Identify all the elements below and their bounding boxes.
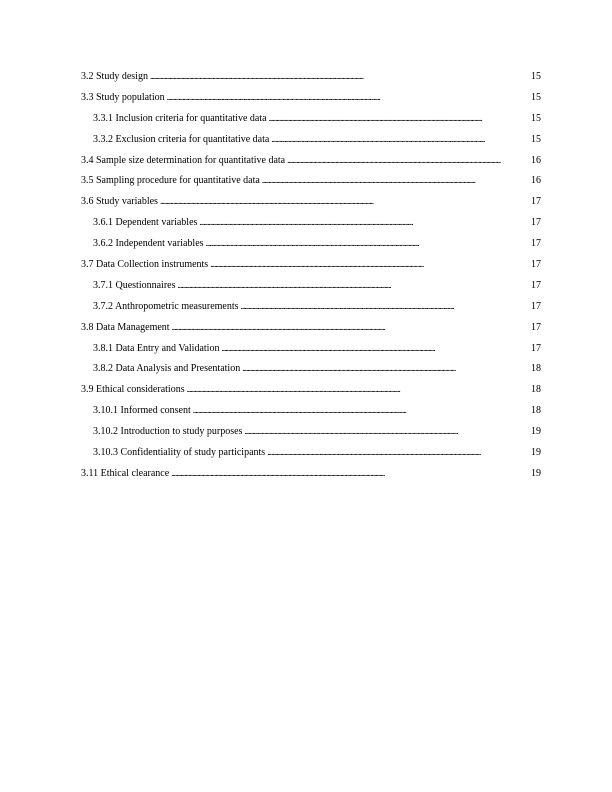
toc-entry-title: 3.4 Sample size determination for quantitative data <box>81 154 286 166</box>
toc-entry-page: 16 <box>531 175 541 187</box>
toc-entry[interactable] <box>81 300 541 321</box>
toc-entry[interactable] <box>81 70 541 91</box>
toc-entry[interactable] <box>81 195 541 216</box>
toc-entry-page: 17 <box>531 238 541 250</box>
toc-dot-leader <box>187 383 526 396</box>
toc-entry[interactable] <box>81 342 541 363</box>
toc-dot-leader <box>193 404 526 417</box>
toc-entry-title: 3.10.1 Informed consent <box>93 405 191 417</box>
toc-entry-title: 3.5 Sampling procedure for quantitative data <box>81 175 260 187</box>
toc-dot-leader <box>271 133 526 146</box>
table-of-contents <box>81 70 541 488</box>
toc-entry-title: 3.3.1 Inclusion criteria for quantitative data <box>93 112 267 124</box>
toc-entry-title: 3.7.1 Questionnaires <box>93 279 176 291</box>
toc-dot-leader <box>269 112 526 125</box>
toc-entry-page: 17 <box>531 217 541 229</box>
toc-entry[interactable] <box>81 216 541 237</box>
toc-entry[interactable] <box>81 321 541 342</box>
toc-dot-leader <box>244 425 526 438</box>
toc-entry[interactable] <box>81 91 541 112</box>
toc-entry[interactable] <box>81 133 541 154</box>
toc-entry-title: 3.3.2 Exclusion criteria for quantitative data <box>93 133 270 145</box>
toc-dot-leader <box>178 279 527 292</box>
toc-entry[interactable] <box>81 383 541 404</box>
toc-entry-page: 17 <box>531 342 541 354</box>
toc-entry-title: 3.8.1 Data Entry and Validation <box>93 342 220 354</box>
toc-entry-title: 3.6.2 Independent variables <box>93 238 204 250</box>
toc-entry-title: 3.8.2 Data Analysis and Presentation <box>93 363 241 375</box>
toc-entry[interactable] <box>81 446 541 467</box>
toc-entry-title: 3.2 Study design <box>81 71 148 82</box>
toc-entry-title: 3.10.2 Introduction to study purposes <box>93 426 243 438</box>
toc-entry-title: 3.11 Ethical clearance <box>81 467 170 479</box>
toc-entry-page: 18 <box>531 363 541 375</box>
toc-entry[interactable] <box>81 425 541 446</box>
toc-dot-leader <box>287 154 526 167</box>
toc-dot-leader <box>150 70 526 83</box>
toc-dot-leader <box>171 467 526 480</box>
toc-entry[interactable] <box>81 237 541 258</box>
toc-entry-page: 17 <box>531 279 541 291</box>
toc-dot-leader <box>172 321 526 334</box>
toc-entry-title: 3.7.2 Anthropometric measurements <box>93 300 239 312</box>
toc-entry[interactable] <box>81 404 541 425</box>
toc-entry-title: 3.7 Data Collection instruments <box>81 259 209 271</box>
toc-entry-title: 3.10.3 Confidentiality of study participants <box>93 447 266 459</box>
toc-entry[interactable] <box>81 174 541 195</box>
toc-entry-page: 15 <box>531 71 541 82</box>
toc-entry-page: 18 <box>531 405 541 417</box>
toc-dot-leader <box>267 446 526 459</box>
toc-dot-leader <box>221 342 526 355</box>
toc-dot-leader <box>160 195 526 208</box>
toc-dot-leader <box>199 216 526 229</box>
toc-entry-page: 19 <box>531 467 541 479</box>
toc-entry-title: 3.6.1 Dependent variables <box>93 217 198 229</box>
toc-entry[interactable] <box>81 112 541 133</box>
toc-entry-title: 3.9 Ethical considerations <box>81 384 185 396</box>
toc-entry-page: 15 <box>531 112 541 124</box>
toc-entry-page: 16 <box>531 154 541 166</box>
toc-entry-title: 3.6 Study variables <box>81 196 158 208</box>
toc-entry-page: 19 <box>531 447 541 459</box>
toc-dot-leader <box>206 237 526 250</box>
toc-dot-leader <box>262 174 526 187</box>
toc-entry-page: 18 <box>531 384 541 396</box>
toc-entry[interactable] <box>81 258 541 279</box>
toc-dot-leader <box>210 258 526 271</box>
toc-entry-title: 3.8 Data Management <box>81 321 170 333</box>
toc-dot-leader <box>241 300 526 313</box>
toc-entry-page: 19 <box>531 426 541 438</box>
toc-entry-page: 17 <box>531 259 541 271</box>
toc-entry-page: 17 <box>531 300 541 312</box>
toc-entry-page: 15 <box>531 91 541 103</box>
toc-entry-page: 17 <box>531 196 541 208</box>
toc-entry[interactable] <box>81 362 541 383</box>
toc-entry-title: 3.3 Study population <box>81 91 165 103</box>
toc-entry[interactable] <box>81 467 541 488</box>
toc-entry[interactable] <box>81 279 541 300</box>
toc-dot-leader <box>167 91 526 104</box>
toc-entry-page: 17 <box>531 321 541 333</box>
toc-entry[interactable] <box>81 154 541 175</box>
toc-dot-leader <box>242 362 526 375</box>
toc-entry-page: 15 <box>531 133 541 145</box>
